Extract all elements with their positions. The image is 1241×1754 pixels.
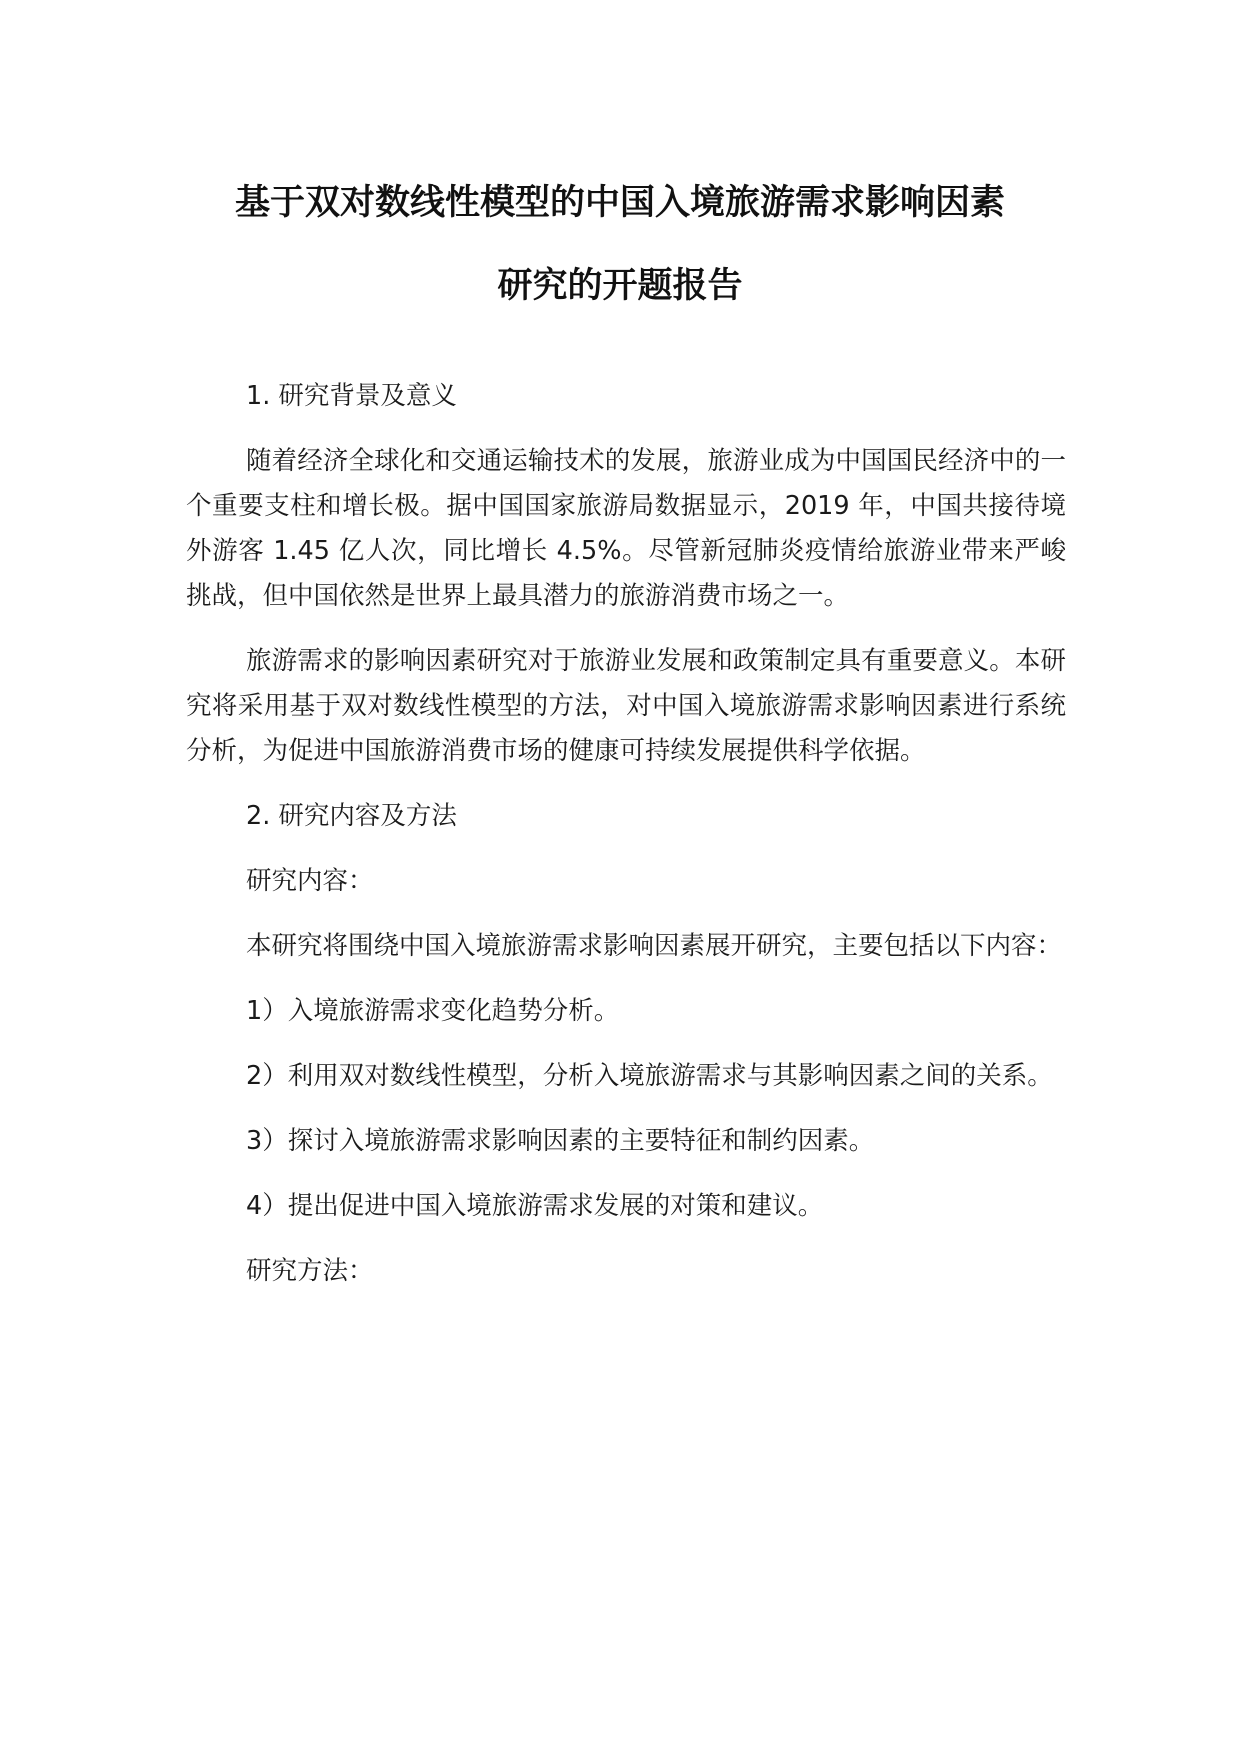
document-body	[186, 374, 1066, 1314]
paragraph-background: 随着经济全球化和交通运输技术的发展，旅游业成为中国国民经济中的一个重要支柱和增长极。据中国国家旅游局数据显示，2019 年，中国共接待境外游客 1.45 亿人次，同比增长 4.5%。尽管新冠肺炎疫情给旅游业带来严峻挑战，但中国依然是世界上最具潜力的旅游消费市场之一。	[186, 446, 1066, 611]
paragraph-content-intro: 本研究将围绕中国入境旅游需求影响因素展开研究，主要包括以下内容：	[246, 931, 1063, 961]
list-item-4: 4）提出促进中国入境旅游需求发展的对策和建议。	[246, 1191, 824, 1221]
section-heading-background: 1. 研究背景及意义	[246, 381, 457, 411]
section-heading-content-method: 2. 研究内容及方法	[246, 801, 457, 831]
subheading-content: 研究内容：	[246, 866, 374, 896]
list-item-1: 1）入境旅游需求变化趋势分析。	[246, 996, 620, 1026]
document-title-line-1: 基于双对数线性模型的中国入境旅游需求影响因素	[234, 183, 1005, 223]
list-item-2: 2）利用双对数线性模型，分析入境旅游需求与其影响因素之间的关系。	[246, 1061, 1053, 1091]
subheading-method: 研究方法：	[246, 1256, 374, 1286]
paragraph-significance: 旅游需求的影响因素研究对于旅游业发展和政策制定具有重要意义。本研究将采用基于双对数线性模型的方法，对中国入境旅游需求影响因素进行系统分析，为促进中国旅游消费市场的健康可持续发展提供科学依据。	[186, 646, 1066, 766]
list-item-3: 3）探讨入境旅游需求影响因素的主要特征和制约因素。	[246, 1126, 875, 1156]
document-title-line-2: 研究的开题报告	[497, 266, 743, 306]
